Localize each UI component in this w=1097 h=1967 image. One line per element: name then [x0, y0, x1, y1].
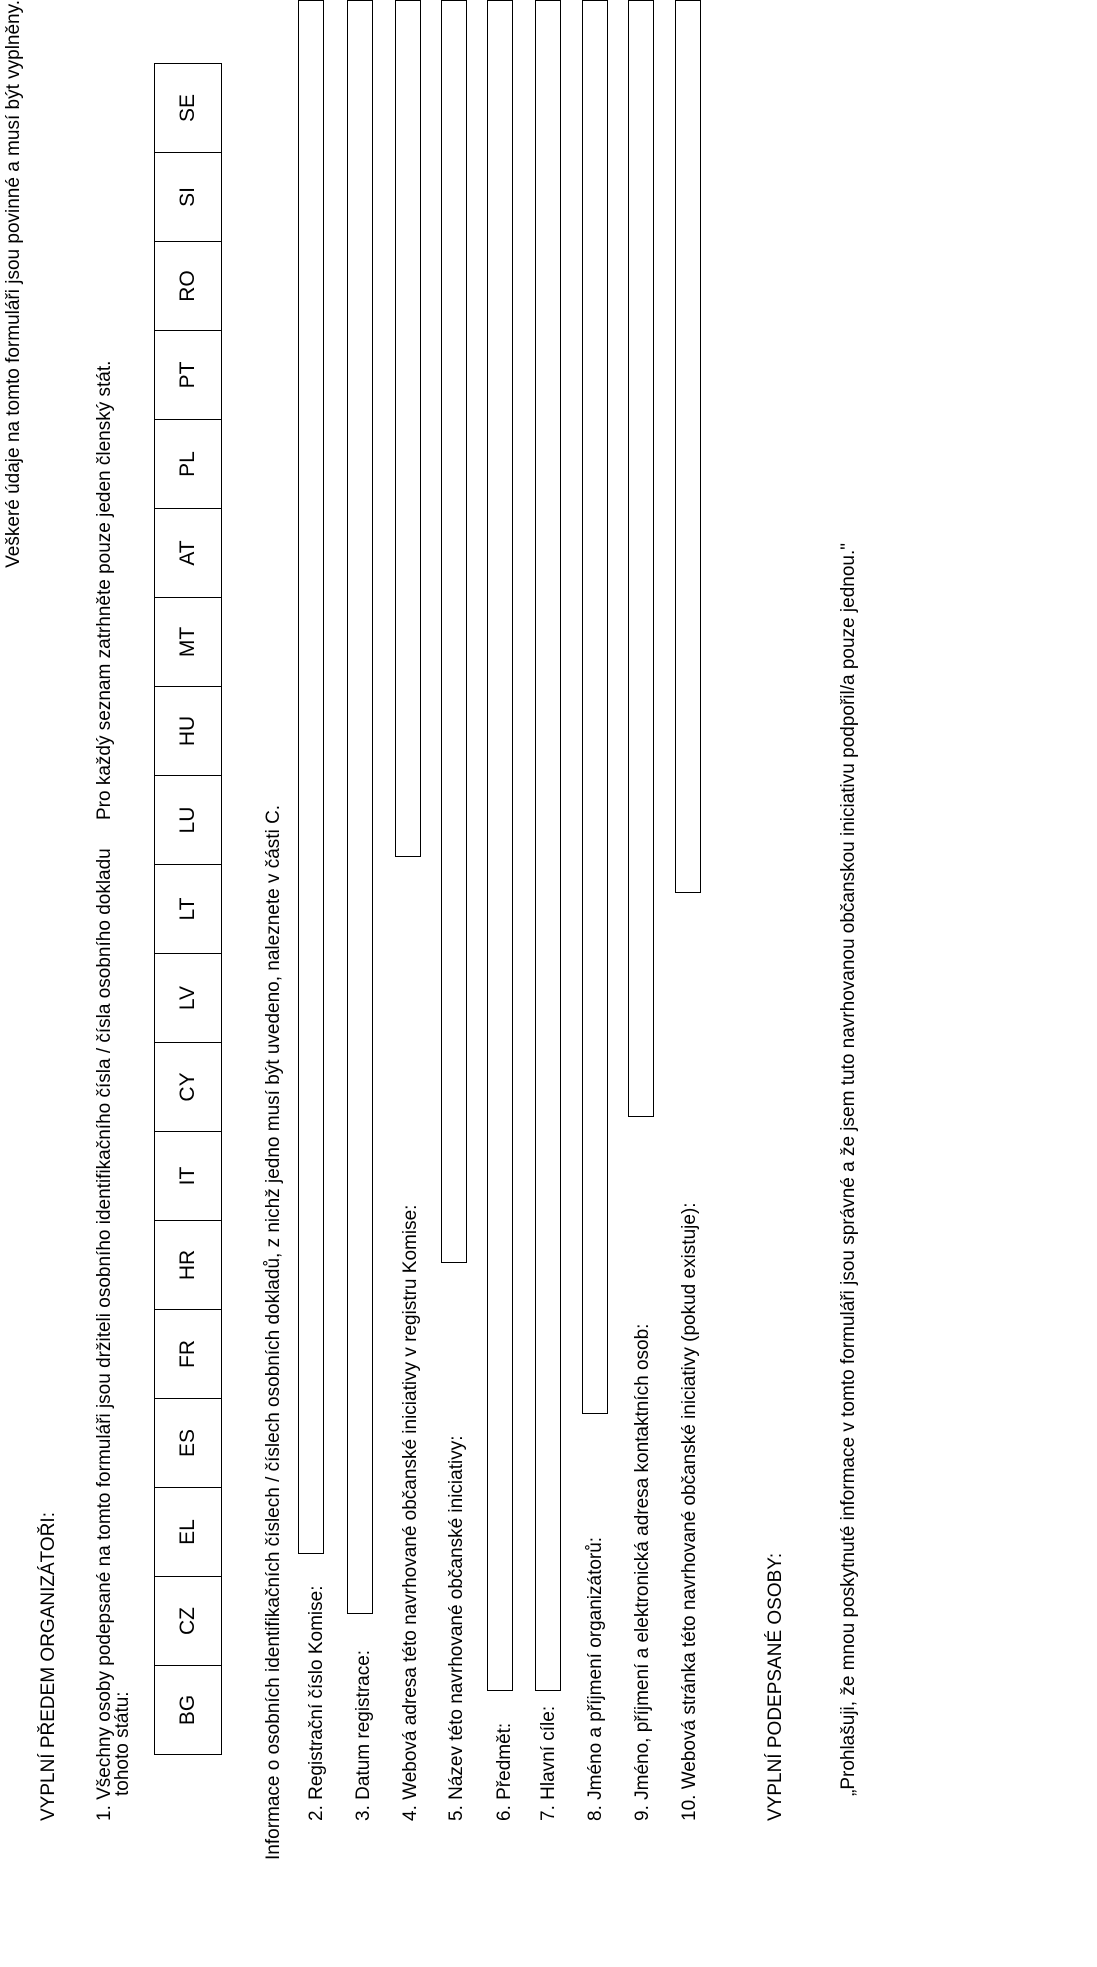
organisers-names-input[interactable] — [582, 0, 608, 1414]
country-cell-at[interactable]: AT — [155, 509, 222, 598]
country-cell-bg[interactable]: BG — [155, 1666, 222, 1755]
country-cell-fr[interactable]: FR — [155, 1310, 222, 1399]
country-cell-es[interactable]: ES — [155, 1399, 222, 1488]
country-cell-lv[interactable]: LV — [155, 954, 222, 1043]
field-label: 9. Jméno, příjmení a elektronická adresa kontaktních osob: — [632, 1323, 653, 1821]
country-row — [155, 64, 222, 1755]
registration-number-input[interactable] — [298, 0, 324, 1554]
mandatory-note: Veškeré údaje na tomto formuláři jsou povinné a musí být vyplněny. — [3, 0, 24, 568]
signatories-section-title: VYPLNÍ PODEPSANÉ OSOBY: — [765, 1552, 786, 1821]
contact-persons-input[interactable] — [628, 0, 654, 1117]
country-cell-it[interactable]: IT — [155, 1132, 222, 1221]
field-label: 6. Předmět: — [494, 1722, 515, 1821]
subject-input[interactable] — [487, 0, 513, 1691]
country-cell-cz[interactable]: CZ — [155, 1577, 222, 1666]
country-table — [154, 63, 222, 1755]
field-label: 3. Datum registrace: — [353, 1649, 374, 1821]
country-cell-mt[interactable]: MT — [155, 598, 222, 687]
item1-text-line2: tohoto státu: — [112, 1691, 133, 1796]
register-web-address-input[interactable] — [395, 0, 421, 857]
field-label: 4. Webová adresa této navrhované občanské iniciativy v registru Komise: — [400, 1204, 421, 1821]
country-cell-si[interactable]: SI — [155, 153, 222, 242]
country-cell-ro[interactable]: RO — [155, 242, 222, 331]
item1-text-line1: 1. Všechny osoby podepsané na tomto formuláři jsou držiteli osobního identifikačního čísla / čísla osobního dokladu — [94, 848, 115, 1821]
country-cell-lt[interactable]: LT — [155, 865, 222, 954]
country-cell-lu[interactable]: LU — [155, 776, 222, 865]
country-cell-pl[interactable]: PL — [155, 420, 222, 509]
field-label: 2. Registrační číslo Komise: — [306, 1585, 327, 1821]
country-cell-se[interactable]: SE — [155, 64, 222, 153]
country-cell-el[interactable]: EL — [155, 1488, 222, 1577]
country-cell-hr[interactable]: HR — [155, 1221, 222, 1310]
registration-date-input[interactable] — [347, 0, 373, 1614]
id-info-text: Informace o osobních identifikačních číslech / číslech osobních dokladů, z nichž jedno musí být uvedeno, naleznete v části C. — [263, 804, 284, 1860]
field-label: 10. Webová stránka této navrhované občanské iniciativy (pokud existuje): — [679, 1202, 700, 1821]
country-cell-cy[interactable]: CY — [155, 1043, 222, 1132]
field-label: 7. Hlavní cíle: — [538, 1705, 559, 1821]
field-label: 5. Název této navrhované občanské iniciativy: — [446, 1435, 467, 1821]
initiative-website-input[interactable] — [675, 0, 701, 893]
country-cell-pt[interactable]: PT — [155, 331, 222, 420]
country-cell-hu[interactable]: HU — [155, 687, 222, 776]
organisers-section-title: VYPLNÍ PŘEDEM ORGANIZÁTOŘI: — [38, 1512, 59, 1821]
member-state-note: Pro každý seznam zatrhněte pouze jeden členský stát. — [94, 360, 115, 820]
initiative-title-input[interactable] — [441, 0, 467, 1263]
signatory-declaration: „Prohlašuji, že mnou poskytnuté informace v tomto formuláři jsou správné a že jsem tuto navrhovanou občanskou iniciativu podpořil/a pouze jednou." — [838, 543, 859, 1796]
main-objectives-input[interactable] — [535, 0, 561, 1691]
field-label: 8. Jméno a příjmení organizátorů: — [585, 1536, 606, 1821]
